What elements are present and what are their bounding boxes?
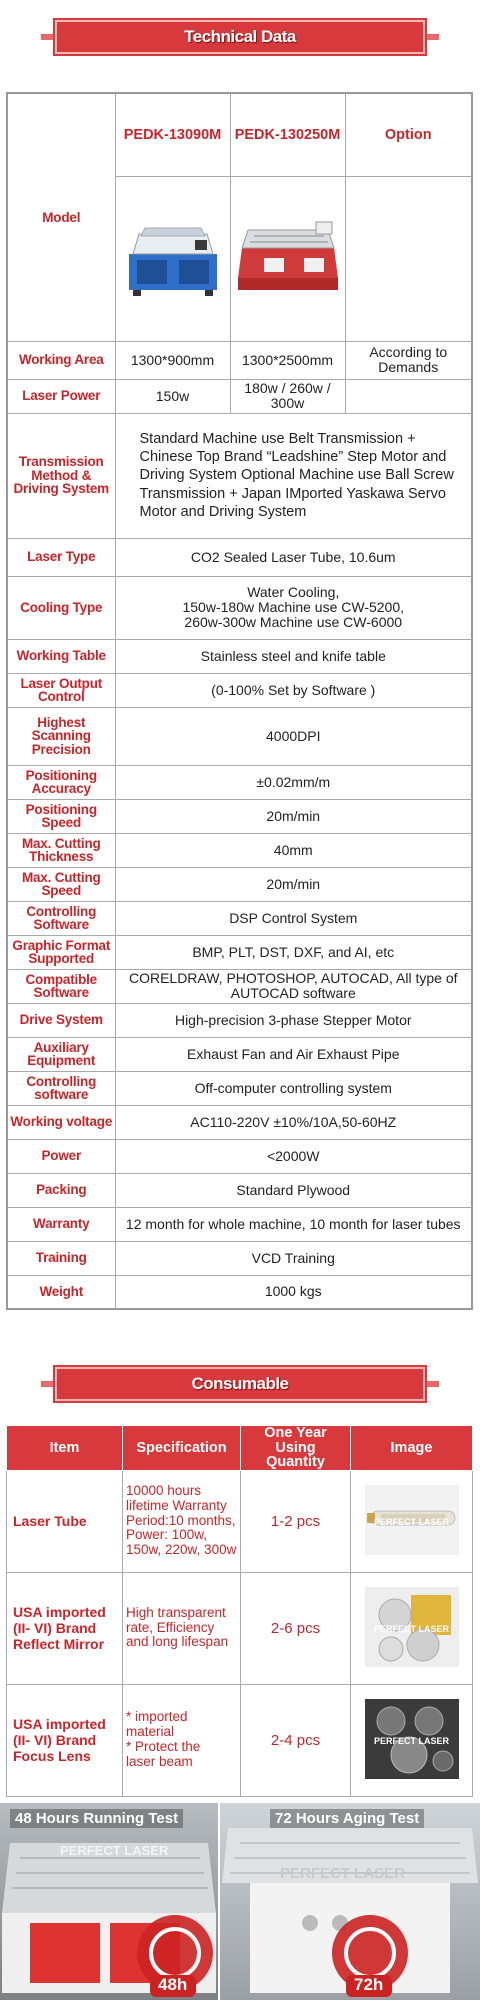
consumable-item: Laser Tube bbox=[7, 1470, 123, 1572]
spec-row bbox=[7, 935, 472, 969]
spec-value: <2000W bbox=[115, 1139, 472, 1173]
col-header-item: Item bbox=[7, 1426, 123, 1471]
spec-label: Working voltage bbox=[7, 1105, 115, 1139]
spec-row bbox=[7, 799, 472, 833]
spec-value: CO2 Sealed Laser Tube, 10.6um bbox=[115, 538, 472, 576]
spec-row bbox=[7, 1173, 472, 1207]
spec-value: Water Cooling, 150w-180w Machine use CW-5200, 260w-300w Machine use CW-6000 bbox=[115, 576, 472, 639]
table-header-row bbox=[7, 1426, 473, 1471]
spec-value: Exhaust Fan and Air Exhaust Pipe bbox=[115, 1037, 472, 1071]
consumable-table bbox=[6, 1425, 473, 1797]
spec-row bbox=[7, 341, 472, 379]
section-title: Technical Data bbox=[184, 27, 296, 46]
table-header-row bbox=[7, 93, 472, 176]
col-header-qty: One Year Using Quantity bbox=[241, 1426, 351, 1471]
laser-machine-blue-icon bbox=[123, 220, 223, 298]
spec-value: High-precision 3-phase Stepper Motor bbox=[115, 1003, 472, 1037]
spec-value: Standard Machine use Belt Transmission + Chinese Top Brand “Leadshine” Step Motor and Driving System Optional Machine use Ball Screw Transmission + Japan IMported Yaskawa Servo Motor and Driving System bbox=[115, 413, 472, 538]
spec-value: 4000DPI bbox=[115, 707, 472, 765]
col-header-2: PEDK-130250M bbox=[230, 93, 345, 176]
spec-value: CORELDRAW, PHOTOSHOP, AUTOCAD, All type of AUTOCAD software bbox=[115, 969, 472, 1003]
consumable-spec: * imported material * Protect the laser beam bbox=[123, 1684, 241, 1796]
spec-label: Max. Cutting Speed bbox=[7, 867, 115, 901]
spec-value: 40mm bbox=[115, 833, 472, 867]
spec-row bbox=[7, 576, 472, 639]
spec-value-3: According to Demands bbox=[345, 341, 472, 379]
spec-value: ±0.02mm/m bbox=[115, 765, 472, 799]
spec-label: Power bbox=[7, 1139, 115, 1173]
spec-row bbox=[7, 639, 472, 673]
image-watermark: PERFECT LASER bbox=[373, 1735, 449, 1746]
spec-value: BMP, PLT, DST, DXF, and AI, etc bbox=[115, 935, 472, 969]
col-header-1: PEDK-13090M bbox=[115, 93, 230, 176]
spec-row bbox=[7, 901, 472, 935]
spec-row bbox=[7, 1241, 472, 1275]
spec-label: Laser Output Control bbox=[7, 673, 115, 707]
consumable-banner bbox=[55, 1367, 425, 1401]
aging-test-photo bbox=[220, 1803, 480, 2000]
spec-row bbox=[7, 707, 472, 765]
spec-value: 12 month for whole machine, 10 month for laser tubes bbox=[115, 1207, 472, 1241]
consumable-row bbox=[7, 1572, 473, 1684]
spec-label: Auxiliary Equipment bbox=[7, 1037, 115, 1071]
spec-label: Drive System bbox=[7, 1003, 115, 1037]
spec-label: Laser Type bbox=[7, 538, 115, 576]
machine-photo-icon bbox=[220, 1803, 480, 2000]
spec-row bbox=[7, 1139, 472, 1173]
consumable-item: USA imported (II- VI) Brand Reflect Mirror bbox=[7, 1572, 123, 1684]
spec-row bbox=[7, 1105, 472, 1139]
spec-label: Laser Power bbox=[7, 379, 115, 413]
spec-value-1: 150w bbox=[115, 379, 230, 413]
spec-row bbox=[7, 1071, 472, 1105]
spec-value-2: 1300*2500mm bbox=[230, 341, 345, 379]
consumable-qty: 1-2 pcs bbox=[241, 1470, 351, 1572]
consumable-item: USA imported (II- VI) Brand Focus Lens bbox=[7, 1684, 123, 1796]
spec-value: 20m/min bbox=[115, 799, 472, 833]
machine-image-1 bbox=[115, 176, 230, 341]
image-watermark: PERFECT LASER bbox=[373, 1517, 449, 1528]
spec-row bbox=[7, 867, 472, 901]
spec-row bbox=[7, 1003, 472, 1037]
spec-label: Packing bbox=[7, 1173, 115, 1207]
spec-label: Warranty bbox=[7, 1207, 115, 1241]
spec-label: Controlling Software bbox=[7, 901, 115, 935]
consumable-image bbox=[351, 1572, 473, 1684]
spec-label: Transmission Method & Driving System bbox=[7, 413, 115, 538]
spec-row bbox=[7, 765, 472, 799]
spec-label: Compatible Software bbox=[7, 969, 115, 1003]
consumable-row bbox=[7, 1470, 473, 1572]
spec-label: Working Area bbox=[7, 341, 115, 379]
spec-row bbox=[7, 833, 472, 867]
model-label: Model bbox=[7, 93, 115, 341]
spec-label: Weight bbox=[7, 1275, 115, 1309]
laser-machine-red-icon bbox=[234, 218, 342, 300]
spec-value-1: 1300*900mm bbox=[115, 341, 230, 379]
running-test-photo bbox=[0, 1803, 218, 2000]
spec-label: Cooling Type bbox=[7, 576, 115, 639]
spec-row bbox=[7, 969, 472, 1003]
section-title: Consumable bbox=[191, 1374, 289, 1393]
spec-value: DSP Control System bbox=[115, 901, 472, 935]
hours-badge: 48h bbox=[158, 1975, 188, 1994]
spec-row bbox=[7, 1037, 472, 1071]
spec-value: 1000 kgs bbox=[115, 1275, 472, 1309]
spec-row bbox=[7, 673, 472, 707]
consumable-spec: High transparent rate, Efficiency and long lifespan bbox=[123, 1572, 241, 1684]
consumable-image bbox=[351, 1470, 473, 1572]
watermark: PERFECT LASER bbox=[60, 1843, 169, 1858]
image-watermark: PERFECT LASER bbox=[373, 1623, 449, 1634]
spec-value: Stainless steel and knife table bbox=[115, 639, 472, 673]
consumable-qty: 2-6 pcs bbox=[241, 1572, 351, 1684]
col-header-spec: Specification bbox=[123, 1426, 241, 1471]
col-header-3: Option bbox=[345, 93, 472, 176]
consumable-spec: 10000 hours lifetime Warranty Period:10 months, Power: 100w, 150w, 220w, 300w bbox=[123, 1470, 241, 1572]
hours-badge: 72h bbox=[354, 1975, 384, 1994]
spec-row bbox=[7, 379, 472, 413]
spec-table bbox=[6, 92, 473, 1310]
option-image-empty bbox=[345, 176, 472, 341]
spec-label: Training bbox=[7, 1241, 115, 1275]
spec-value: (0-100% Set by Software ) bbox=[115, 673, 472, 707]
spec-row bbox=[7, 1207, 472, 1241]
photo-label: 48 Hours Running Test bbox=[10, 1809, 183, 1828]
spec-label: Highest Scanning Precision bbox=[7, 707, 115, 765]
consumable-row bbox=[7, 1684, 473, 1796]
photo-label: 72 Hours Aging Test bbox=[270, 1809, 424, 1828]
spec-row bbox=[7, 538, 472, 576]
consumable-qty: 2-4 pcs bbox=[241, 1684, 351, 1796]
spec-value: Off-computer controlling system bbox=[115, 1071, 472, 1105]
spec-label: Max. Cutting Thickness bbox=[7, 833, 115, 867]
spec-value: AC110-220V ±10%/10A,50-60HZ bbox=[115, 1105, 472, 1139]
spec-label: Working Table bbox=[7, 639, 115, 673]
spec-label: Positioning Accuracy bbox=[7, 765, 115, 799]
col-header-image: Image bbox=[351, 1426, 473, 1471]
spec-value: VCD Training bbox=[115, 1241, 472, 1275]
spec-label: Graphic Format Supported bbox=[7, 935, 115, 969]
spec-value: Standard Plywood bbox=[115, 1173, 472, 1207]
spec-label: Positioning Speed bbox=[7, 799, 115, 833]
spec-row bbox=[7, 413, 472, 538]
spec-value-2: 180w / 260w / 300w bbox=[230, 379, 345, 413]
machine-image-2 bbox=[230, 176, 345, 341]
technical-data-banner bbox=[55, 20, 425, 54]
machine-photo-icon bbox=[0, 1803, 218, 2000]
spec-value: 20m/min bbox=[115, 867, 472, 901]
spec-label: Controlling software bbox=[7, 1071, 115, 1105]
watermark: PERFECT LASER bbox=[280, 1865, 406, 1882]
spec-value-3 bbox=[345, 379, 472, 413]
spec-row bbox=[7, 1275, 472, 1309]
consumable-image bbox=[351, 1684, 473, 1796]
